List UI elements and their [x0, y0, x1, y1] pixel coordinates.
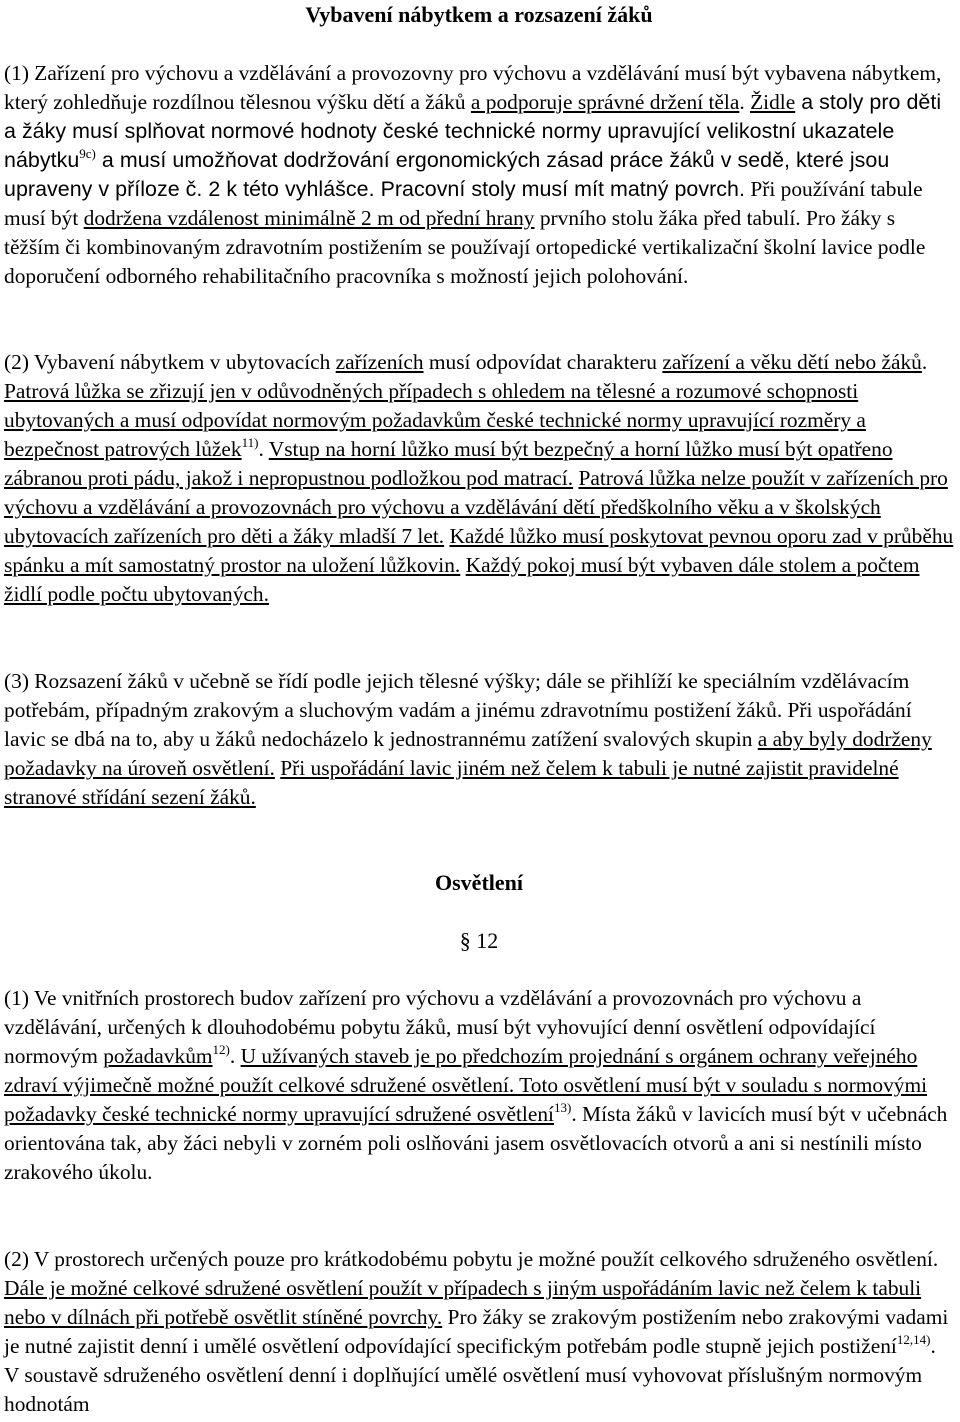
p2-text: musí odpovídat charakteru — [423, 350, 663, 374]
p2-underlined: Každý pokoj musí být vybaven dále stolem a počtem židlí podle počtu ubytovaných. — [4, 553, 920, 606]
p1-underlined: a podporuje správné držení těla — [470, 90, 740, 114]
footnote-ref: 12) — [212, 1042, 230, 1057]
p1-text: a musí umožňovat dodržování ergonomických zásad práce žáků v sedě, které jsou upraveny v příloze č. 2 k této vyhlášce. Pracovní stoly musí mít matný povrch. — [4, 148, 890, 201]
p5-text: . V soustavě sdruženého osvětlení denní i doplňující umělé osvětlení musí vyhovovat příslušným normovým hodnotám — [4, 1334, 936, 1416]
footnote-ref: 11) — [241, 435, 259, 450]
paragraph-4 — [4, 984, 954, 1187]
footnote-ref: 9c) — [79, 146, 96, 161]
p2-underlined: Vstup na horní lůžko musí být bezpečný a horní lůžko musí být opatřeno zábranou proti pádu, jakož i nepropustnou podložkou pod matrací. — [4, 437, 893, 490]
p1-text: (1) Zařízení pro výchovu a vzdělávání a provozovny pro výchovu a vzdělávání musí být vybavena nábytkem, který zohledňuje rozdílnou tělesnou výšku dětí a žáků — [4, 61, 942, 114]
p1-underlined: Židle — [750, 90, 796, 114]
p3-underlined: Při uspořádání lavic jiném než čelem k tabuli je nutné zajistit pravidelné stranové střídání sezení žáků. — [4, 756, 899, 809]
p4-underlined: U užívaných staveb je po předchozím projednání s orgánem ochrany veřejného zdraví výjimečně možné použít celkové sdružené osvětlení. Toto osvětlení musí být v souladu s normovými požadavky české technické normy upravující sdružené osvětlení — [4, 1044, 928, 1126]
p3-underlined: a aby byly dodrženy požadavky na úroveň osvětlení. — [4, 727, 932, 780]
p4-text: . — [229, 1044, 241, 1068]
p4-text: (1) Ve vnitřních prostorech budov zařízení pro výchovu a vzdělávání a provozovnách pro výchovu a vzdělávání, určených k dlouhodobému pobytu žáků, musí být vyhovující denní osvětlení odpovídající normovým — [4, 986, 876, 1068]
p1-underlined: dodržena vzdálenost minimálně 2 m od přední hrany — [83, 206, 535, 230]
p2-underlined: Patrová lůžka se zřizují jen v odůvodněných případech s ohledem na tělesné a rozumové schopnosti ubytovaných a musí odpovídat normovým požadavkům české technické normy upravující rozměry a bezpečnost patrových lůžek — [4, 379, 866, 461]
section-heading-furniture: Vybavení nábytkem a rozsazení žáků — [305, 2, 653, 27]
p4-underlined: požadavkům — [103, 1044, 213, 1068]
p2-text: . — [921, 350, 928, 374]
paragraph-3 — [4, 667, 954, 812]
p2-text: (2) Vybavení nábytkem v ubytovacích — [4, 350, 336, 374]
p5-text: (2) V prostorech určených pouze pro krátkodobému pobytu je možné použít celkového sdruženého osvětlení. — [4, 1247, 939, 1271]
p4-text: . Místa žáků v lavicích musí být v učebnách orientována tak, aby žáci nebyli v zorném poli oslňováni jasem osvětlovacích otvorů a ani si nestínili místo zrakového úkolu. — [4, 1102, 948, 1184]
p2-underlined: Každé lůžko musí poskytovat pevnou oporu zad v průběhu spánku a mít samostatný prostor na uložení lůžkovin. — [4, 524, 954, 577]
p2-underlined: zařízení a věku dětí nebo žáků — [662, 350, 922, 374]
p1-text: Při používání tabule musí být — [4, 177, 923, 230]
paragraph-1 — [4, 59, 954, 291]
p5-underlined: Dále je možné celkové sdružené osvětlení použít v případech s jiným uspořádáním lavic než čelem k tabuli nebo v dílnách při potřebě osvětlit stíněné povrchy. — [4, 1276, 922, 1329]
p1-text: . — [739, 90, 751, 114]
paragraph-2 — [4, 348, 954, 609]
p2-text: . — [258, 437, 269, 461]
paragraph-5 — [4, 1245, 954, 1419]
section-heading-lighting: Osvětlení — [435, 870, 523, 895]
p2-underlined: Patrová lůžka nelze použít v zařízeních pro výchovu a vzdělávání a provozovnách pro výchovu a vzdělávání dětí předškolního věku a v školských ubytovacích zařízeních pro děti a žáky mladší 7 let. — [4, 466, 948, 548]
p3-text: (3) Rozsazení žáků v učebně se řídí podle jejich tělesné výšky; dále se přihlíží ke speciálním vzdělávacím potřebám, případným zrakovým a sluchovým vadám a jinému zdravotnímu postižení žáků. Při uspořádání lavic se dbá na to, aby u žáků nedocházelo k jednostrannému zatížení svalových skupin — [4, 669, 912, 751]
footnote-ref: 13) — [554, 1100, 572, 1115]
p2-underlined: zařízeních — [335, 350, 424, 374]
p5-text: Pro žáky se zrakovým postižením nebo zrakovými vadami je nutné zajistit denní i umělé osvětlení odpovídající specifickým potřebám podle stupně jejich postižení — [4, 1305, 949, 1358]
p1-text: prvního stolu žáka před tabulí. Pro žáky s těžším či kombinovaným zdravotním postižením se používají ortopedické vertikalizační školní lavice podle doporučení odborného rehabilitačního pracovníka s možností jejich polohování. — [4, 206, 926, 288]
section-number: § 12 — [459, 928, 499, 953]
footnote-ref: 12,14) — [896, 1332, 931, 1347]
p1-text: a stoly pro děti a žáky musí splňovat normové hodnoty české technické normy upravující velikostní ukazatele nábytku — [4, 90, 942, 172]
